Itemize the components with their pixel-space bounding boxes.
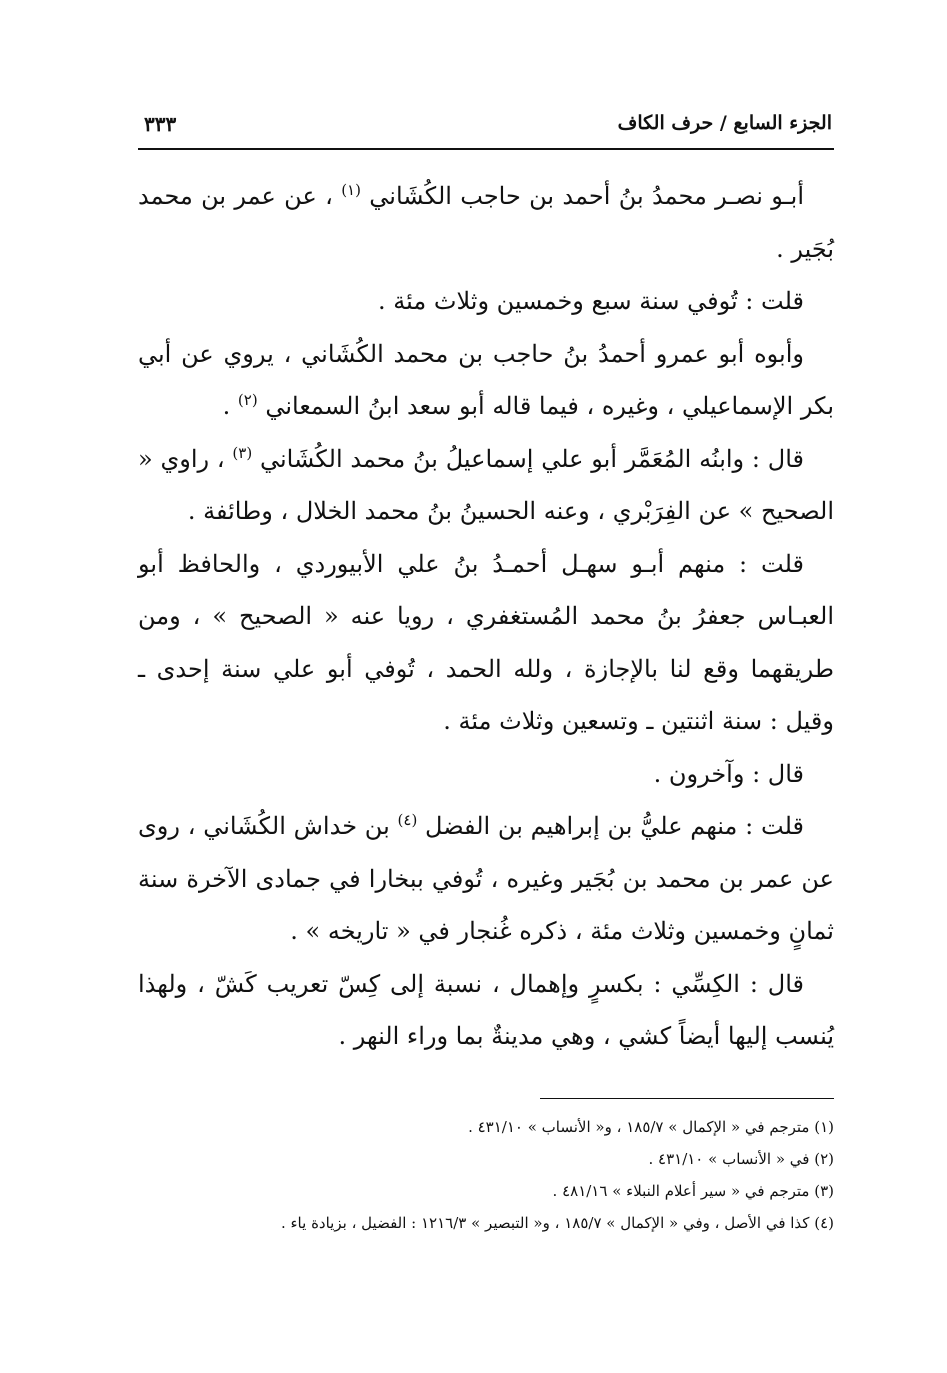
- footnote-2: (٢) في « الأنساب » ٤٣١/١٠ .: [648, 1150, 834, 1168]
- footnote-divider: [540, 1098, 834, 1099]
- main-text: [138, 170, 834, 1063]
- paragraph-7: قلت : منهم عليُّ بن إبراهيم بن الفضل $^{(٤)}$ بن خداش الكُشَاني ، روى عن عمر بن محمد بن بُجَير وغيره ، تُوفي ببخارا في جمادى الآخرة سنة ثمانٍ وخمسين وثلاث مئة ، ذكره غُنجار في « تاريخه » .: [138, 811, 834, 945]
- footnotes: [138, 1112, 834, 1240]
- paragraph-4: قال : وابنُه المُعَمَّر أبو علي إسماعيلُ بنُ محمد الكُشَاني $^{(٣)}$ ، راوي « الصحيح » عن الفِرَبْري ، وعنه الحسينُ بنُ محمد الخلال ، وطائفة .: [138, 443, 834, 525]
- paragraph-2: قلت : تُوفي سنة سبع وخمسين وثلاث مئة .: [378, 287, 804, 315]
- running-title: الجزء السابع / حرف الكاف: [617, 112, 832, 134]
- paragraph-5: قلت : منهم أبـو سهـل أحمـدُ بنُ علي الأبيوردي ، والحافظ أبو العبـاس جعفرُ بنُ محمد المُستغفري ، رويا عنه « الصحيح » ، ومن طريقهما وقع لنا بالإجازة ، ولله الحمد ، تُوفي أبو علي سنة إحدى ـ وقيل : سنة اثنتين ـ وتسعين وثلاث مئة .: [138, 549, 834, 735]
- paragraph-8: قال : الكِسِّي : بكسرٍ وإهمال ، نسبة إلى كِسّ تعريب كَشّ ، ولهذا يُنسب إليها أيضاً كشي ، وهي مدينةٌ بما وراء النهر .: [138, 969, 834, 1050]
- footnote-1: (١) مترجم في « الإكمال » ١٨٥/٧ ، و« الأنساب » ٤٣١/١٠ .: [468, 1118, 834, 1136]
- footnote-ref-2[interactable]: (٢): [237, 391, 258, 409]
- paragraph-3: وأبوه أبو عمرو أحمدُ بنُ حاجب بن محمد الكُشَاني ، يروي عن أبي بكر الإسماعيلي ، وغيره ، فيما قاله أبو سعد ابنُ السمعاني $^{(٢)}$ .: [138, 339, 834, 420]
- footnote-ref-4[interactable]: (٤): [397, 811, 418, 829]
- page-header: [138, 108, 834, 150]
- footnote-ref-1[interactable]: (١): [341, 181, 361, 199]
- paragraph-6: قال : وآخرون .: [653, 759, 804, 788]
- footnote-ref-3[interactable]: (٣): [232, 443, 253, 462]
- footnote-4: (٤) كذا في الأصل ، وفي « الإكمال » ١٨٥/٧ ، و« التبصير » ١٢١٦/٣ : الفضيل ، بزيادة ياء .: [280, 1214, 834, 1232]
- footnote-3: (٣) مترجم في « سير أعلام النبلاء » ٤٨١/١٦ .: [552, 1182, 834, 1200]
- page-number: ٣٣٣: [144, 112, 177, 136]
- paragraph-1: أبـو نصـر محمدُ بنُ أحمد بن حاجب الكُشَاني $^{(١)}$ ، عن عمر بن محمد بُجَير .: [138, 181, 834, 263]
